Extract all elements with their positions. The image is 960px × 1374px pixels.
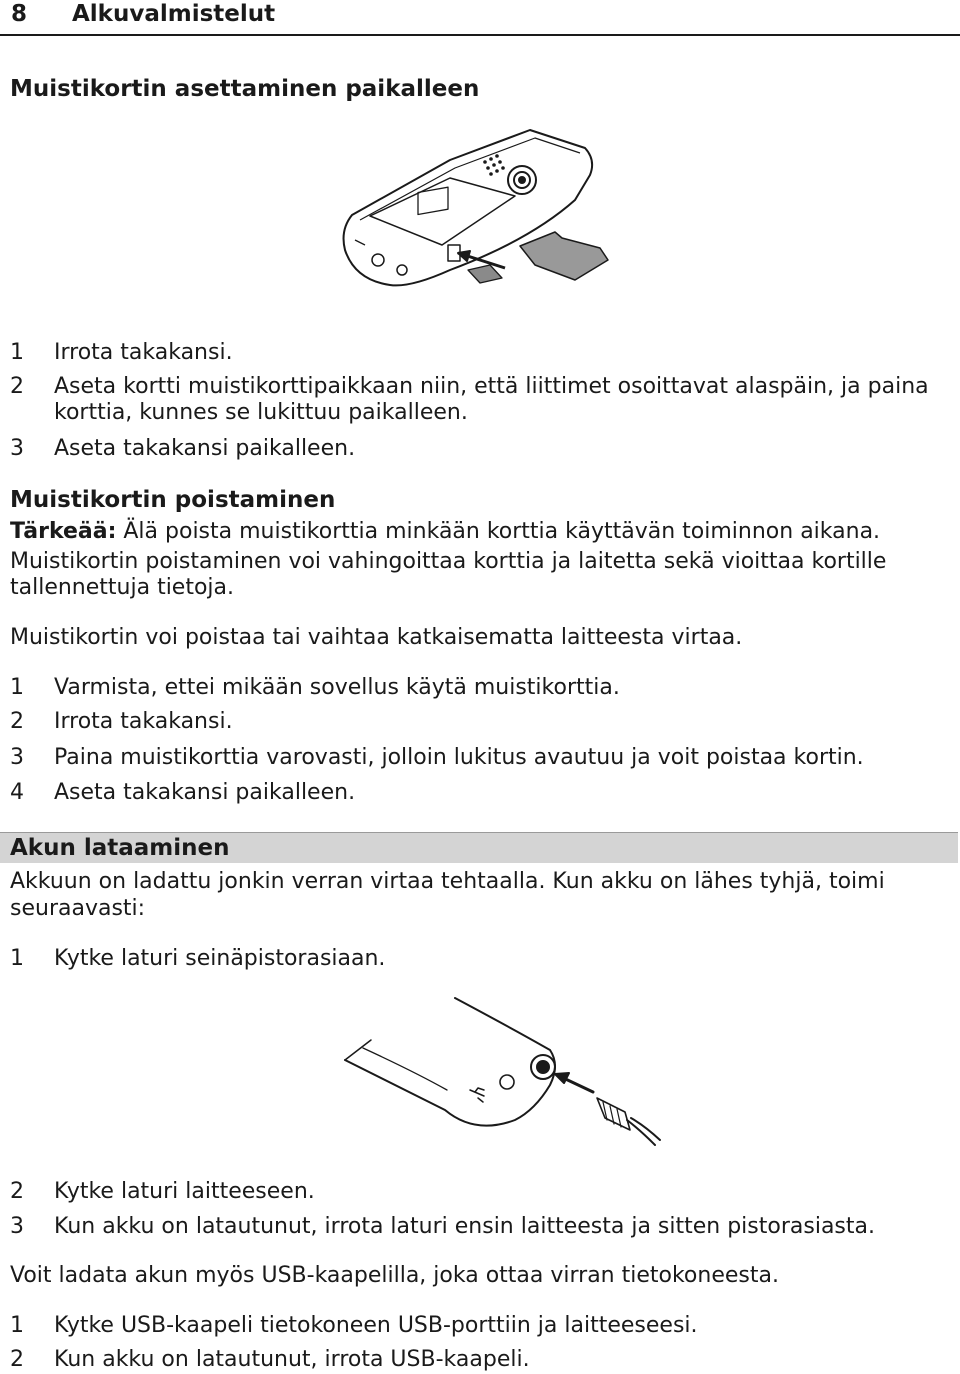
warning-line: Muistikortin poistaminen voi vahingoittaa korttia ja laitetta sekä vioittaa kortille — [10, 549, 887, 574]
remove-card-heading: Muistikortin poistaminen — [10, 487, 336, 513]
step-number: 2 — [10, 374, 24, 399]
step-text: Kytke laturi laitteeseen. — [54, 1179, 315, 1204]
step-text: Kytke laturi seinäpistorasiaan. — [54, 946, 386, 971]
list-item — [10, 745, 864, 771]
phone-memory-card-illustration — [330, 120, 620, 300]
step-text: Irrota takakansi. — [54, 709, 233, 734]
list-item — [10, 946, 385, 972]
battery-intro: Akkuun on ladattu jonkin verran virtaa tehtaalla. Kun akku on lähes tyhjä, toimi — [10, 869, 885, 894]
step-number: 2 — [10, 709, 24, 734]
battery-intro: seuraavasti: — [10, 896, 146, 921]
list-item — [10, 436, 355, 462]
list-item — [10, 675, 620, 701]
step-text: Kun akku on latautunut, irrota laturi ensin laitteesta ja sitten pistorasiasta. — [54, 1214, 875, 1239]
list-item — [10, 374, 929, 400]
step-text: Irrota takakansi. — [54, 340, 233, 365]
step-text: korttia, kunnes se lukittuu paikalleen. — [54, 400, 468, 425]
usb-note: Voit ladata akun myös USB-kaapelilla, joka ottaa virran tietokoneesta. — [10, 1263, 779, 1288]
remove-note: Muistikortin voi poistaa tai vaihtaa katkaisematta laitteesta virtaa. — [10, 625, 743, 650]
page-header — [0, 0, 960, 36]
step-number: 1 — [10, 1313, 24, 1338]
step-number: 4 — [10, 780, 24, 805]
step-number: 3 — [10, 436, 24, 461]
step-number: 2 — [10, 1347, 24, 1372]
chapter-title: Alkuvalmistelut — [72, 1, 276, 27]
warning-line: tallennettuja tietoja. — [10, 575, 235, 600]
list-item — [10, 1347, 530, 1373]
step-number: 3 — [10, 745, 24, 770]
step-text: Aseta takakansi paikalleen. — [54, 780, 356, 805]
list-item — [10, 1179, 315, 1205]
important-text: Älä poista muistikorttia minkään korttia käyttävän toiminnon aikana. — [116, 519, 881, 544]
important-note — [10, 519, 880, 545]
section-heading-bar — [0, 832, 958, 863]
step-number: 1 — [10, 946, 24, 971]
list-item-continuation — [10, 400, 468, 426]
step-text: Aseta kortti muistikorttipaikkaan niin, että liittimet osoittavat alaspäin, ja paina — [54, 374, 929, 399]
insert-card-heading: Muistikortin asettaminen paikalleen — [10, 76, 480, 102]
step-text: Varmista, ettei mikään sovellus käytä muistikorttia. — [54, 675, 620, 700]
step-number: 1 — [10, 340, 24, 365]
important-label: Tärkeää: — [10, 519, 117, 544]
battery-heading: Akun lataaminen — [10, 835, 230, 861]
step-number: 1 — [10, 675, 24, 700]
page-number: 8 — [11, 1, 28, 27]
step-text: Kytke USB-kaapeli tietokoneen USB-porttiin ja laitteeseesi. — [54, 1313, 698, 1338]
list-item — [10, 1313, 698, 1339]
step-number: 3 — [10, 1214, 24, 1239]
list-item — [10, 1214, 875, 1240]
list-item — [10, 709, 233, 735]
step-text: Paina muistikorttia varovasti, jolloin lukitus avautuu ja voit poistaa kortin. — [54, 745, 864, 770]
list-item — [10, 340, 233, 366]
step-number: 2 — [10, 1179, 24, 1204]
list-item — [10, 780, 355, 806]
charger-plug-illustration — [335, 990, 665, 1150]
step-text: Kun akku on latautunut, irrota USB-kaapeli. — [54, 1347, 530, 1372]
step-text: Aseta takakansi paikalleen. — [54, 436, 356, 461]
